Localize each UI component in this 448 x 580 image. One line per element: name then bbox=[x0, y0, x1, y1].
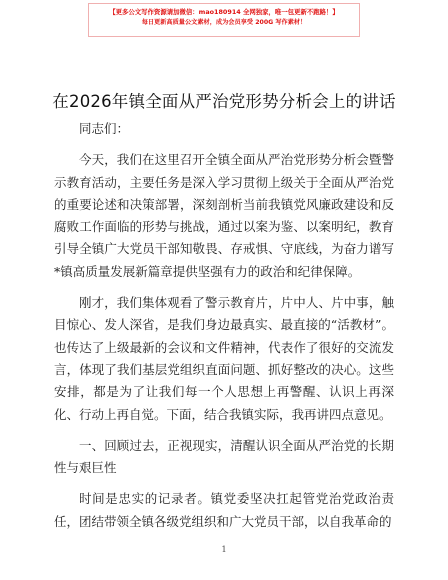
body-paragraph-2: 刚才，我们集体观看了警示教育片，片中人、片中事，触目惊心、发人深省，是我们身边最真实、最直接的“活教材”。也传达了上级最新的会议和文件精神，代表作了很好的交流发言，体现了我们基层党组织直面问题、抓好整改的决心。这些安排，都是为了让我们每一个人思想上再警醒、认识上再深化、行动上再自觉。下面，结合我镇实际，我再讲四点意见。 bbox=[54, 295, 394, 422]
page-number: 1 bbox=[221, 545, 227, 554]
section-heading-1: 一、回顾过去，正视现实，清醒认识全面从严治党的长期性与艰巨性 bbox=[54, 437, 394, 476]
promo-banner-line-2: 每日更新高质量公文素材，成为会员享受 200G 写作素材！ bbox=[141, 19, 307, 26]
promo-banner-line-1: 【更多公文写作资源请加微信：mao180914 全网独家，唯一包更新不跑路！】 bbox=[109, 8, 339, 16]
document-title: 在2026年镇全面从严治党形势分析会上的讲话 bbox=[52, 92, 396, 111]
body-paragraph-3: 时间是忠实的记录者。镇党委坚决扛起管党治党政治责任，团结带领全镇各级党组织和广大党员干部，以自我革命的 bbox=[54, 491, 394, 529]
document-body bbox=[54, 118, 394, 542]
body-paragraph-1: 今天，我们在这里召开全镇全面从严治党形势分析会暨警示教育活动，主要任务是深入学习贯彻上级关于全面从严治党的重要论述和决策部署，深刻剖析当前我镇党风廉政建设和反腐败工作面临的形势与挑战，通过以案为鉴、以案明纪，教育引导全镇广大党员干部知敬畏、存戒惧、守底线，为奋力谱写*镇高质量发展新篇章提供坚强有力的政治和纪律保障。 bbox=[54, 152, 394, 279]
promo-banner bbox=[88, 3, 360, 37]
salutation: 同志们： bbox=[79, 121, 130, 136]
